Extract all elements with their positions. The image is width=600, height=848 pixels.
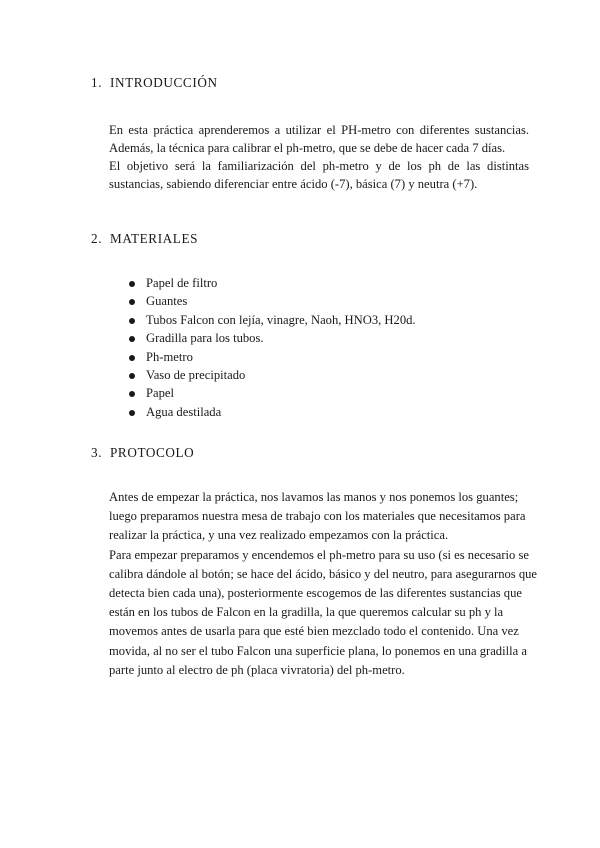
materiales-list: [126, 274, 416, 421]
section-title: INTRODUCCIÓN: [110, 75, 218, 90]
list-item-text: Guantes: [146, 294, 188, 309]
list-item: [126, 384, 416, 402]
list-item-text: Gradilla para los tubos.: [146, 331, 264, 346]
bullet-icon: [129, 373, 135, 379]
section-number: 2.: [91, 231, 103, 246]
section-heading-protocolo: [91, 445, 194, 461]
paragraph: En esta práctica aprenderemos a utilizar el PH-metro con diferentes sustancias. Además, la técnica para calibrar el ph-metro, que se debe de hacer cada 7 días.: [109, 123, 529, 155]
section-heading-materiales: [91, 231, 198, 247]
bullet-icon: [129, 281, 135, 287]
list-item-text: Tubos Falcon con lejía, vinagre, Naoh, HNO3, H20d.: [146, 312, 416, 327]
section-number: 3.: [91, 445, 103, 460]
bullet-icon: [129, 318, 135, 324]
list-item-text: Papel: [146, 386, 174, 401]
section-number: 1.: [91, 75, 103, 90]
list-item: [126, 292, 416, 310]
paragraph: El objetivo será la familiarización del ph-metro y de los ph de las distintas sustancias, sabiendo diferenciar entre ácido (-7), básica (7) y neutra (+7).: [109, 159, 529, 191]
protocolo-body: [109, 488, 549, 680]
section-heading-introduccion: [91, 75, 218, 91]
paragraph: Para empezar preparamos y encendemos el ph-metro para su uso (si es necesario se calibra dándole al botón; se hace del ácido, básico y del neutro, para asegurarnos que detecta bien cada una), posteriormente escogemos de las diferentes sustancias que están en los tubos de Falcon en la gradilla, la que queremos calcular su ph y la movemos antes de usarla para que esté bien mezclado todo el contenido. Una vez movida, al no ser el tubo Falcon una superficie plana, lo ponemos en una gradilla a parte junto al electro de ph (placa vivratoria) del ph-metro.: [109, 547, 538, 677]
list-item: [126, 348, 416, 366]
list-item: [126, 366, 416, 384]
list-item: [126, 311, 416, 329]
bullet-icon: [129, 336, 135, 342]
bullet-icon: [129, 391, 135, 397]
list-item-text: Agua destilada: [146, 404, 222, 419]
bullet-icon: [129, 410, 135, 416]
list-item: [126, 403, 416, 421]
list-item-text: Ph-metro: [146, 349, 193, 364]
introduccion-body: [109, 121, 529, 193]
bullet-icon: [129, 355, 135, 361]
list-item: [126, 274, 416, 292]
section-title: MATERIALES: [110, 231, 199, 246]
list-item-text: Papel de filtro: [146, 276, 218, 290]
list-item-text: Vaso de precipitado: [146, 368, 246, 383]
paragraph: Antes de empezar la práctica, nos lavamos las manos y nos ponemos los guantes; luego preparamos nuestra mesa de trabajo con los materiales que necesitamos para realizar la práctica, y una vez realizado empezamos con la práctica.: [109, 490, 526, 543]
section-title: PROTOCOLO: [110, 445, 195, 460]
list-item: [126, 329, 416, 347]
bullet-icon: [129, 299, 135, 305]
